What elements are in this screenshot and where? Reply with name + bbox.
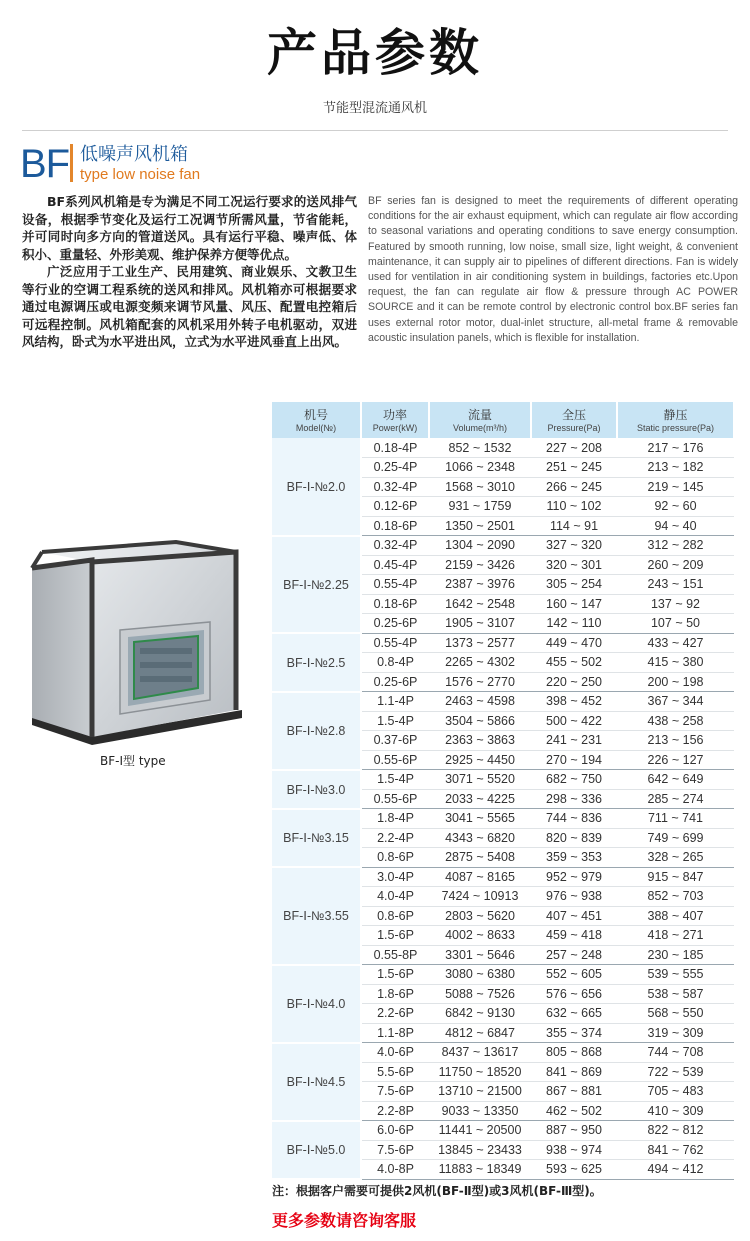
- column-header-model-en: Model(№): [295, 423, 337, 433]
- model-cell: BF-Ⅰ-№3.0: [272, 770, 361, 809]
- product-caption: BF-Ⅰ型 type: [100, 754, 166, 768]
- pressure-cell: 160 ~ 147: [531, 594, 617, 614]
- volume-cell: 3041 ~ 5565: [429, 809, 531, 829]
- static-pressure-cell: 722 ~ 539: [617, 1062, 734, 1082]
- description-cn-paragraph-2: 广泛应用于工业生产、民用建筑、商业娱乐、文教卫生等行业的空调工程系统的送风和排风。风机箱亦可根据要求通过电源调压或电源变频来调节风量、风压、配置电控箱后可远程控制。风机箱配套的风机采用外转子电机驱动，双进风结构，卧式为水平进出风，立式为水平进风垂直上出风。: [22, 264, 357, 349]
- power-cell: 4.0-6P: [361, 1043, 429, 1063]
- static-pressure-cell: 243 ~ 151: [617, 575, 734, 595]
- model-cell: BF-Ⅰ-№3.15: [272, 809, 361, 868]
- power-cell: 2.2-4P: [361, 828, 429, 848]
- brand-title-en: type low noise fan: [80, 166, 201, 183]
- pressure-cell: 110 ~ 102: [531, 497, 617, 517]
- power-cell: 5.5-6P: [361, 1062, 429, 1082]
- static-pressure-cell: 388 ~ 407: [617, 906, 734, 926]
- power-cell: 0.25-6P: [361, 614, 429, 634]
- pressure-cell: 593 ~ 625: [531, 1160, 617, 1180]
- table-row: [272, 1121, 734, 1141]
- pressure-cell: 142 ~ 110: [531, 614, 617, 634]
- volume-cell: 4343 ~ 6820: [429, 828, 531, 848]
- contact-note: 更多参数请咨询客服: [272, 1211, 417, 1230]
- static-pressure-cell: 415 ~ 380: [617, 653, 734, 673]
- static-pressure-cell: 312 ~ 282: [617, 536, 734, 556]
- pressure-cell: 455 ~ 502: [531, 653, 617, 673]
- model-cell: BF-Ⅰ-№2.25: [272, 536, 361, 634]
- pressure-cell: 327 ~ 320: [531, 536, 617, 556]
- static-pressure-cell: 94 ~ 40: [617, 516, 734, 536]
- column-header-model: [272, 402, 361, 438]
- table-row: [272, 692, 734, 712]
- power-cell: 1.8-4P: [361, 809, 429, 829]
- static-pressure-cell: 200 ~ 198: [617, 672, 734, 692]
- volume-cell: 2033 ~ 4225: [429, 789, 531, 809]
- table-body: [272, 438, 734, 1179]
- static-pressure-cell: 260 ~ 209: [617, 555, 734, 575]
- table-row: [272, 867, 734, 887]
- pressure-cell: 805 ~ 868: [531, 1043, 617, 1063]
- pressure-cell: 976 ~ 938: [531, 887, 617, 907]
- power-cell: 0.12-6P: [361, 497, 429, 517]
- volume-cell: 13710 ~ 21500: [429, 1082, 531, 1102]
- model-cell: BF-Ⅰ-№2.5: [272, 633, 361, 692]
- power-cell: 0.55-4P: [361, 575, 429, 595]
- volume-cell: 11750 ~ 18520: [429, 1062, 531, 1082]
- brand-divider: [70, 144, 73, 182]
- static-pressure-cell: 217 ~ 176: [617, 438, 734, 458]
- pressure-cell: 820 ~ 839: [531, 828, 617, 848]
- static-pressure-cell: 367 ~ 344: [617, 692, 734, 712]
- power-cell: 2.2-6P: [361, 1004, 429, 1024]
- volume-cell: 4087 ~ 8165: [429, 867, 531, 887]
- table-row: [272, 770, 734, 790]
- power-cell: 4.0-4P: [361, 887, 429, 907]
- column-header-pressure: [531, 402, 617, 438]
- pressure-cell: 449 ~ 470: [531, 633, 617, 653]
- static-pressure-cell: 841 ~ 762: [617, 1140, 734, 1160]
- column-header-pressure-en: Pressure(Pa): [547, 423, 601, 433]
- pressure-cell: 305 ~ 254: [531, 575, 617, 595]
- power-cell: 0.18-4P: [361, 438, 429, 458]
- power-cell: 0.55-8P: [361, 945, 429, 965]
- volume-cell: 2363 ~ 3863: [429, 731, 531, 751]
- volume-cell: 5088 ~ 7526: [429, 984, 531, 1004]
- power-cell: 0.37-6P: [361, 731, 429, 751]
- power-cell: 2.2-8P: [361, 1101, 429, 1121]
- description-cn: [22, 193, 357, 351]
- model-cell: BF-Ⅰ-№2.8: [272, 692, 361, 770]
- power-cell: 0.25-4P: [361, 458, 429, 478]
- pressure-cell: 682 ~ 750: [531, 770, 617, 790]
- pressure-cell: 632 ~ 665: [531, 1004, 617, 1024]
- volume-cell: 11883 ~ 18349: [429, 1160, 531, 1180]
- power-cell: 1.1-4P: [361, 692, 429, 712]
- static-pressure-cell: 107 ~ 50: [617, 614, 734, 634]
- page-subtitle: 节能型混流通风机: [322, 101, 427, 116]
- static-pressure-cell: 539 ~ 555: [617, 965, 734, 985]
- power-cell: 7.5-6P: [361, 1082, 429, 1102]
- volume-cell: 1373 ~ 2577: [429, 633, 531, 653]
- parameter-table: [272, 402, 735, 1180]
- static-pressure-cell: 852 ~ 703: [617, 887, 734, 907]
- volume-cell: 4002 ~ 8633: [429, 926, 531, 946]
- static-pressure-cell: 230 ~ 185: [617, 945, 734, 965]
- pressure-cell: 552 ~ 605: [531, 965, 617, 985]
- model-cell: BF-Ⅰ-№2.0: [272, 438, 361, 536]
- power-cell: 1.8-6P: [361, 984, 429, 1004]
- static-pressure-cell: 642 ~ 649: [617, 770, 734, 790]
- table-header-row: [272, 402, 734, 438]
- power-cell: 0.18-6P: [361, 516, 429, 536]
- column-header-pressure-cn: 全压: [561, 408, 586, 422]
- static-pressure-cell: 319 ~ 309: [617, 1023, 734, 1043]
- static-pressure-cell: 213 ~ 182: [617, 458, 734, 478]
- volume-cell: 3301 ~ 5646: [429, 945, 531, 965]
- power-cell: 0.32-4P: [361, 536, 429, 556]
- volume-cell: 1642 ~ 2548: [429, 594, 531, 614]
- pressure-cell: 359 ~ 353: [531, 848, 617, 868]
- pressure-cell: 251 ~ 245: [531, 458, 617, 478]
- column-header-volume-en: Volume(m³/h): [452, 423, 507, 433]
- column-header-power-cn: 功率: [382, 408, 407, 422]
- pressure-cell: 952 ~ 979: [531, 867, 617, 887]
- volume-cell: 2803 ~ 5620: [429, 906, 531, 926]
- volume-cell: 8437 ~ 13617: [429, 1043, 531, 1063]
- model-cell: BF-Ⅰ-№3.55: [272, 867, 361, 965]
- power-cell: 0.8-6P: [361, 906, 429, 926]
- pressure-cell: 227 ~ 208: [531, 438, 617, 458]
- column-header-volume: [429, 402, 531, 438]
- table-row: [272, 633, 734, 653]
- pressure-cell: 270 ~ 194: [531, 750, 617, 770]
- volume-cell: 1576 ~ 2770: [429, 672, 531, 692]
- volume-cell: 3080 ~ 6380: [429, 965, 531, 985]
- model-cell: BF-Ⅰ-№4.5: [272, 1043, 361, 1121]
- volume-cell: 4812 ~ 6847: [429, 1023, 531, 1043]
- top-divider: [22, 130, 728, 131]
- power-cell: 1.5-6P: [361, 926, 429, 946]
- pressure-cell: 320 ~ 301: [531, 555, 617, 575]
- pressure-cell: 887 ~ 950: [531, 1121, 617, 1141]
- pressure-cell: 266 ~ 245: [531, 477, 617, 497]
- volume-cell: 2463 ~ 4598: [429, 692, 531, 712]
- volume-cell: 9033 ~ 13350: [429, 1101, 531, 1121]
- volume-cell: 6842 ~ 9130: [429, 1004, 531, 1024]
- pressure-cell: 241 ~ 231: [531, 731, 617, 751]
- product-image: [28, 540, 250, 745]
- pressure-cell: 459 ~ 418: [531, 926, 617, 946]
- power-cell: 1.5-4P: [361, 770, 429, 790]
- description-cn-paragraph-1: BF系列风机箱是专为满足不同工况运行要求的送风排气设备，根据季节变化及运行工况调节所需风量，节省能耗，并可同时向多方向的管道送风。具有运行平稳、噪声低、体积小、重量轻、外形美观、维护保养方便等优点。: [22, 194, 357, 262]
- column-header-static-pressure-en: Static pressure(Pa): [636, 423, 715, 433]
- static-pressure-cell: 749 ~ 699: [617, 828, 734, 848]
- power-cell: 0.45-4P: [361, 555, 429, 575]
- volume-cell: 931 ~ 1759: [429, 497, 531, 517]
- pressure-cell: 407 ~ 451: [531, 906, 617, 926]
- static-pressure-cell: 568 ~ 550: [617, 1004, 734, 1024]
- table-row: [272, 536, 734, 556]
- pressure-cell: 744 ~ 836: [531, 809, 617, 829]
- table-footnote: 注：根据客户需要可提供2风机(BF-Ⅱ型)或3风机(BF-Ⅲ型)。: [272, 1184, 602, 1198]
- static-pressure-cell: 226 ~ 127: [617, 750, 734, 770]
- power-cell: 0.8-4P: [361, 653, 429, 673]
- volume-cell: 1304 ~ 2090: [429, 536, 531, 556]
- pressure-cell: 938 ~ 974: [531, 1140, 617, 1160]
- pressure-cell: 462 ~ 502: [531, 1101, 617, 1121]
- power-cell: 3.0-4P: [361, 867, 429, 887]
- pressure-cell: 841 ~ 869: [531, 1062, 617, 1082]
- brand-logo: BF: [20, 142, 70, 186]
- power-cell: 0.55-4P: [361, 633, 429, 653]
- table-row: [272, 438, 734, 458]
- volume-cell: 3504 ~ 5866: [429, 711, 531, 731]
- model-cell: BF-Ⅰ-№4.0: [272, 965, 361, 1043]
- power-cell: 0.55-6P: [361, 789, 429, 809]
- pressure-cell: 220 ~ 250: [531, 672, 617, 692]
- power-cell: 0.8-6P: [361, 848, 429, 868]
- volume-cell: 11441 ~ 20500: [429, 1121, 531, 1141]
- static-pressure-cell: 137 ~ 92: [617, 594, 734, 614]
- column-header-static-pressure-cn: 静压: [663, 408, 688, 422]
- column-header-volume-cn: 流量: [467, 408, 492, 422]
- power-cell: 7.5-6P: [361, 1140, 429, 1160]
- static-pressure-cell: 494 ~ 412: [617, 1160, 734, 1180]
- power-cell: 4.0-8P: [361, 1160, 429, 1180]
- column-header-model-cn: 机号: [303, 408, 328, 422]
- table-row: [272, 1043, 734, 1063]
- volume-cell: 13845 ~ 23433: [429, 1140, 531, 1160]
- static-pressure-cell: 915 ~ 847: [617, 867, 734, 887]
- table-row: [272, 965, 734, 985]
- model-cell: BF-Ⅰ-№5.0: [272, 1121, 361, 1180]
- volume-cell: 1350 ~ 2501: [429, 516, 531, 536]
- pressure-cell: 576 ~ 656: [531, 984, 617, 1004]
- volume-cell: 1568 ~ 3010: [429, 477, 531, 497]
- volume-cell: 2387 ~ 3976: [429, 575, 531, 595]
- column-header-power-en: Power(kW): [372, 423, 418, 433]
- volume-cell: 3071 ~ 5520: [429, 770, 531, 790]
- volume-cell: 2159 ~ 3426: [429, 555, 531, 575]
- static-pressure-cell: 705 ~ 483: [617, 1082, 734, 1102]
- volume-cell: 2875 ~ 5408: [429, 848, 531, 868]
- column-header-static-pressure: [617, 402, 734, 438]
- static-pressure-cell: 213 ~ 156: [617, 731, 734, 751]
- pressure-cell: 257 ~ 248: [531, 945, 617, 965]
- pressure-cell: 114 ~ 91: [531, 516, 617, 536]
- power-cell: 0.25-6P: [361, 672, 429, 692]
- pressure-cell: 398 ~ 452: [531, 692, 617, 712]
- volume-cell: 852 ~ 1532: [429, 438, 531, 458]
- volume-cell: 1905 ~ 3107: [429, 614, 531, 634]
- power-cell: 0.32-4P: [361, 477, 429, 497]
- static-pressure-cell: 438 ~ 258: [617, 711, 734, 731]
- description-en: BF series fan is designed to meet the requirements of different operating conditions for the air exhaust equipment, which can regulate air flow according to seasonal variations and operating conditions to save energy consumption. Featured by smooth running, low noise, small size, light weight, & convenient maintenance, it can supply air to pipelines of different directions. Fan is widely used for ventilation in air conditioning system in buildings, factories etc.Upon request, the fan can regulate air flow & pressure through AC POWER SOURCE and it can be remote control by electronic control box.BF series fan uses external rotor motor, dual-inlet structure, all-metal frame & removable acoustic insulation panels, which is flexible for installation.: [368, 195, 738, 344]
- pressure-cell: 355 ~ 374: [531, 1023, 617, 1043]
- volume-cell: 7424 ~ 10913: [429, 887, 531, 907]
- table-row: [272, 809, 734, 829]
- static-pressure-cell: 328 ~ 265: [617, 848, 734, 868]
- power-cell: 1.1-8P: [361, 1023, 429, 1043]
- static-pressure-cell: 744 ~ 708: [617, 1043, 734, 1063]
- static-pressure-cell: 822 ~ 812: [617, 1121, 734, 1141]
- pressure-cell: 500 ~ 422: [531, 711, 617, 731]
- static-pressure-cell: 433 ~ 427: [617, 633, 734, 653]
- power-cell: 6.0-6P: [361, 1121, 429, 1141]
- static-pressure-cell: 219 ~ 145: [617, 477, 734, 497]
- page-title: 产品参数: [267, 24, 483, 82]
- power-cell: 0.55-6P: [361, 750, 429, 770]
- brand-title-cn: 低噪声风机箱: [80, 144, 188, 165]
- pressure-cell: 298 ~ 336: [531, 789, 617, 809]
- volume-cell: 2265 ~ 4302: [429, 653, 531, 673]
- static-pressure-cell: 410 ~ 309: [617, 1101, 734, 1121]
- static-pressure-cell: 285 ~ 274: [617, 789, 734, 809]
- static-pressure-cell: 538 ~ 587: [617, 984, 734, 1004]
- power-cell: 1.5-6P: [361, 965, 429, 985]
- column-header-power: [361, 402, 429, 438]
- static-pressure-cell: 92 ~ 60: [617, 497, 734, 517]
- volume-cell: 1066 ~ 2348: [429, 458, 531, 478]
- power-cell: 1.5-4P: [361, 711, 429, 731]
- static-pressure-cell: 711 ~ 741: [617, 809, 734, 829]
- volume-cell: 2925 ~ 4450: [429, 750, 531, 770]
- power-cell: 0.18-6P: [361, 594, 429, 614]
- static-pressure-cell: 418 ~ 271: [617, 926, 734, 946]
- pressure-cell: 867 ~ 881: [531, 1082, 617, 1102]
